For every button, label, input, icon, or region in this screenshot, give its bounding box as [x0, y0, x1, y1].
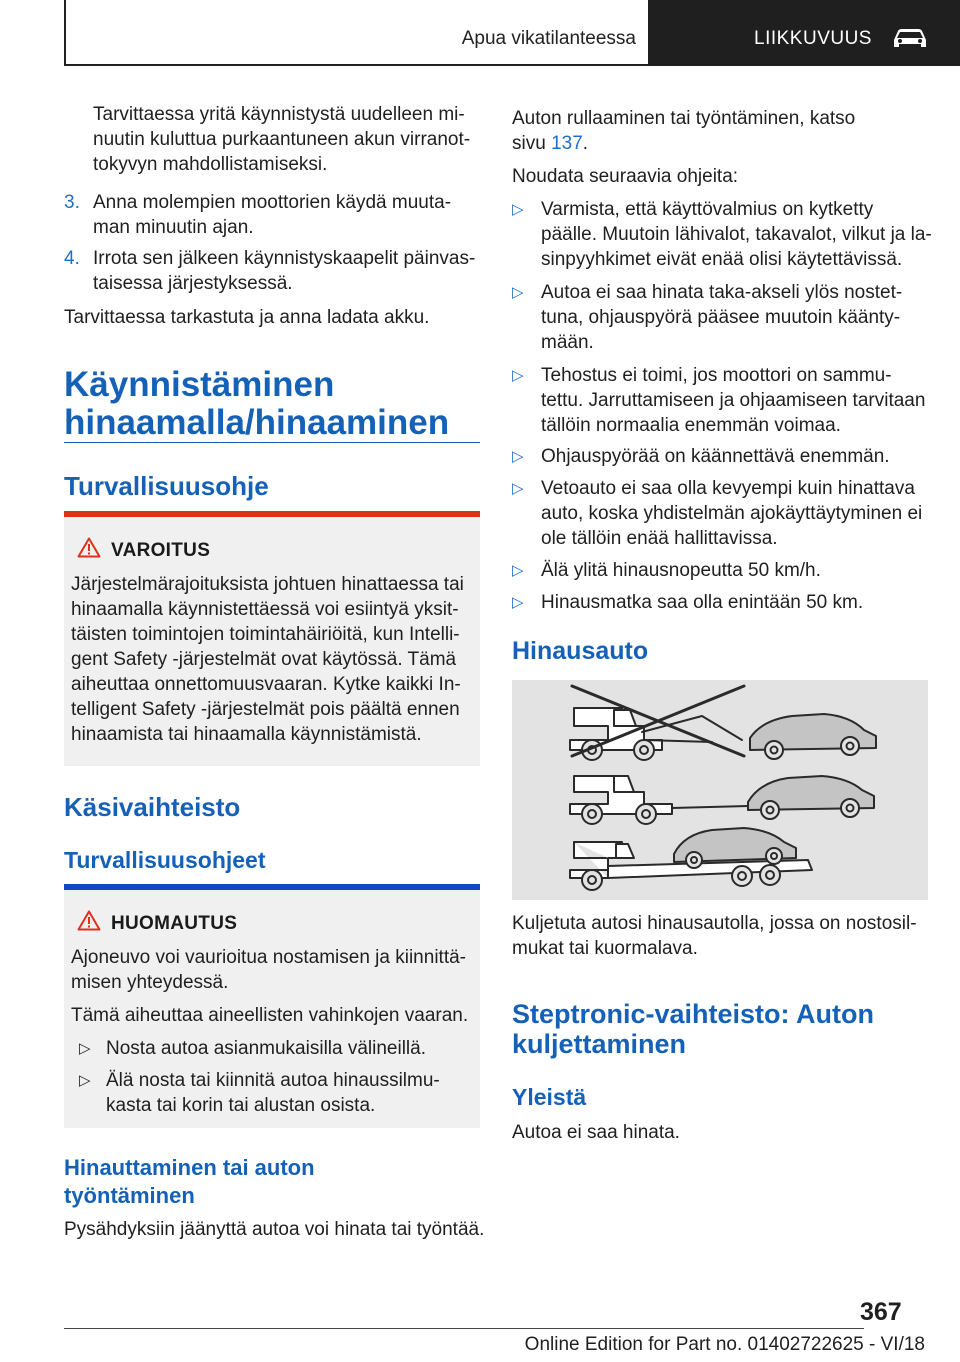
warning-title: VAROITUS — [111, 540, 211, 561]
text-line: Ohjauspyörää on käännettävä enemmän. — [541, 446, 890, 467]
page-reference-link[interactable]: 137 — [551, 133, 583, 154]
step-number: 3. — [64, 192, 80, 213]
subheading-towing — [64, 1154, 315, 1210]
header-section-title: Apua vikatilanteessa — [461, 28, 636, 49]
text-line: Vetoauto ei saa olla kevyempi kuin hinattava — [541, 478, 915, 499]
subheading-general: Yleistä — [512, 1084, 587, 1110]
title-line: Käynnistäminen — [64, 365, 335, 404]
instruction-bullet — [512, 558, 821, 583]
text-line: tokyvyn mahdollistamiseksi. — [93, 154, 328, 175]
text-line: Autoa ei saa hinata taka-akseli ylös nostet- — [541, 282, 903, 303]
notice-bullet — [79, 1068, 440, 1118]
step-number: 4. — [64, 248, 80, 269]
text-line: hinaamalla käynnistettäessä voi esiintyä yksit- — [71, 599, 459, 620]
bullet-triangle-icon: ▷ — [79, 1040, 91, 1057]
bullet-triangle-icon: ▷ — [512, 480, 524, 497]
warning-triangle-icon — [77, 537, 101, 563]
text-line: nuutin kuluttua purkaantuneen akun virranot- — [93, 129, 471, 150]
section-heading-steptronic — [512, 999, 874, 1059]
text-line: tällöin normaalia enemmän voimaa. — [541, 415, 841, 436]
bullet-triangle-icon: ▷ — [512, 367, 524, 384]
text-line: Varmista, että käyttövalmius on kytketty — [541, 199, 874, 220]
text-line: Auton rullaaminen tai työntäminen, katso — [512, 108, 856, 129]
bullet-triangle-icon: ▷ — [79, 1072, 91, 1089]
text-line: Tehostus ei toimi, jos moottori on sammu- — [541, 365, 892, 386]
text-line: aiheuttaa onnettomuusvaaran. Kytke kaikki In- — [71, 674, 461, 695]
text-line: tettu. Jarruttamiseen ja ohjaamiseen tarvitaan — [541, 390, 926, 411]
text-line: telligent Safety -järjestelmät pois päältä ennen — [71, 699, 460, 720]
bullet-triangle-icon: ▷ — [512, 201, 524, 218]
text-line — [512, 131, 855, 156]
section-heading-tow-truck: Hinausauto — [512, 637, 649, 665]
text-line: mukat tai kuormalava. — [512, 938, 698, 959]
text-line: Älä nosta tai kiinnitä autoa hinaussilmu- — [106, 1070, 440, 1091]
page-title — [64, 366, 449, 442]
text-line: misen yhteydessä. — [71, 972, 229, 993]
text-line: Tarvittaessa yritä käynnistystä uudelleen mi- — [93, 104, 465, 125]
text-line: Kuljetuta autosi hinausautolla, jossa on nostosil- — [512, 913, 917, 934]
instruction-bullet — [512, 363, 925, 438]
header-bottom-rule — [64, 64, 648, 66]
follow-text: Noudata seuraavia ohjeita: — [512, 166, 739, 187]
footer-rule — [64, 1328, 864, 1329]
text-line: Nosta autoa asianmukaisilla välineillä. — [106, 1038, 427, 1059]
step-3 — [64, 190, 451, 240]
section-heading-safety: Turvallisuusohje — [64, 471, 269, 501]
text-line: gent Safety -järjestelmät ovat käytössä. Tämä — [71, 649, 457, 670]
title-line: hinaamalla/hinaaminen — [64, 403, 450, 442]
illustration-caption — [512, 911, 917, 961]
text-line: mään. — [541, 332, 594, 353]
text-line: Anna molempien moottorien käydä muuta- — [93, 192, 452, 213]
text-line: Irrota sen jälkeen käynnistyskaapelit päinvas- — [93, 248, 476, 269]
ref-prefix: sivu — [512, 133, 552, 154]
warning-box — [64, 517, 480, 766]
text-line: hinaamista tai hinaamalla käynnistämistä. — [71, 724, 422, 745]
section-heading-manual: Käsivaihteisto — [64, 792, 241, 822]
intro-continuation — [93, 102, 470, 177]
general-text: Autoa ei saa hinata. — [512, 1122, 680, 1143]
instruction-bullet — [512, 280, 902, 355]
page-number: 367 — [860, 1298, 902, 1326]
text-line: täisten toimintojen toimintahäiriöitä, kun Intelli- — [71, 624, 460, 645]
heading-line: työntäminen — [64, 1183, 195, 1208]
notice-box — [64, 890, 480, 1128]
heading-line: Hinauttaminen tai auton — [64, 1155, 315, 1180]
text-line: man minuutin ajan. — [93, 217, 254, 238]
text-line: taisessa järjestyksessä. — [93, 273, 293, 294]
text-line: sinpyyhkimet eivät enää olisi käytettävissä. — [541, 249, 903, 270]
instruction-bullet — [512, 444, 890, 469]
title-underline — [64, 442, 480, 443]
after-steps-text: Tarvittaessa tarkastuta ja anna ladata akku. — [64, 307, 430, 328]
edition-footer: Online Edition for Part no. 01402722625 - VI/18 — [524, 1334, 925, 1355]
heading-line: kuljettaminen — [512, 1029, 687, 1059]
bullet-triangle-icon: ▷ — [512, 594, 524, 611]
text-line: Älä ylitä hinausnopeutta 50 km/h. — [541, 560, 821, 581]
warning-body — [71, 572, 464, 747]
ref-suffix: . — [582, 133, 589, 154]
text-line: Ajoneuvo voi vaurioitua nostamisen ja kiinnittä- — [71, 947, 466, 968]
instruction-bullet — [512, 197, 932, 272]
reference-text — [512, 106, 855, 156]
text-line: auto, koska yhdistelmän ajokäyttäytyminen ei — [541, 503, 923, 524]
header-chapter-label: LIIKKUVUUS — [754, 28, 872, 49]
car-icon — [890, 26, 930, 55]
notice-bullet — [79, 1036, 426, 1061]
text-line: tuna, ohjauspyörä pääsee muutoin käänty- — [541, 307, 901, 328]
bullet-triangle-icon: ▷ — [512, 448, 524, 465]
text-line: päälle. Muutoin lähivalot, takavalot, vilkut ja la- — [541, 224, 932, 245]
text-line: Hinausmatka saa olla enintään 50 km. — [541, 592, 864, 613]
heading-line: Steptronic-vaihteisto: Auton — [512, 999, 874, 1029]
text-line: Järjestelmärajoituksista johtuen hinattaessa tai — [71, 574, 464, 595]
towing-methods-illustration — [512, 680, 928, 900]
notice-paragraph-2: Tämä aiheuttaa aineellisten vahinkojen vaaran. — [71, 1005, 469, 1026]
bullet-triangle-icon: ▷ — [512, 284, 524, 301]
instruction-bullet — [512, 476, 922, 551]
notice-paragraph-1 — [71, 945, 466, 995]
text-line: kasta tai korin tai alustan osista. — [106, 1095, 376, 1116]
text-line: ole tällöin enää hallittavissa. — [541, 528, 778, 549]
towing-text: Pysähdyksiin jäänyttä autoa voi hinata tai työntää. — [64, 1219, 485, 1240]
step-4 — [64, 246, 475, 296]
notice-title: HUOMAUTUS — [111, 913, 238, 934]
instruction-bullet — [512, 590, 863, 615]
header-chapter-tab[interactable] — [648, 0, 960, 66]
warning-triangle-icon — [77, 910, 101, 936]
bullet-triangle-icon: ▷ — [512, 562, 524, 579]
subheading-safety: Turvallisuusohjeet — [64, 847, 266, 873]
